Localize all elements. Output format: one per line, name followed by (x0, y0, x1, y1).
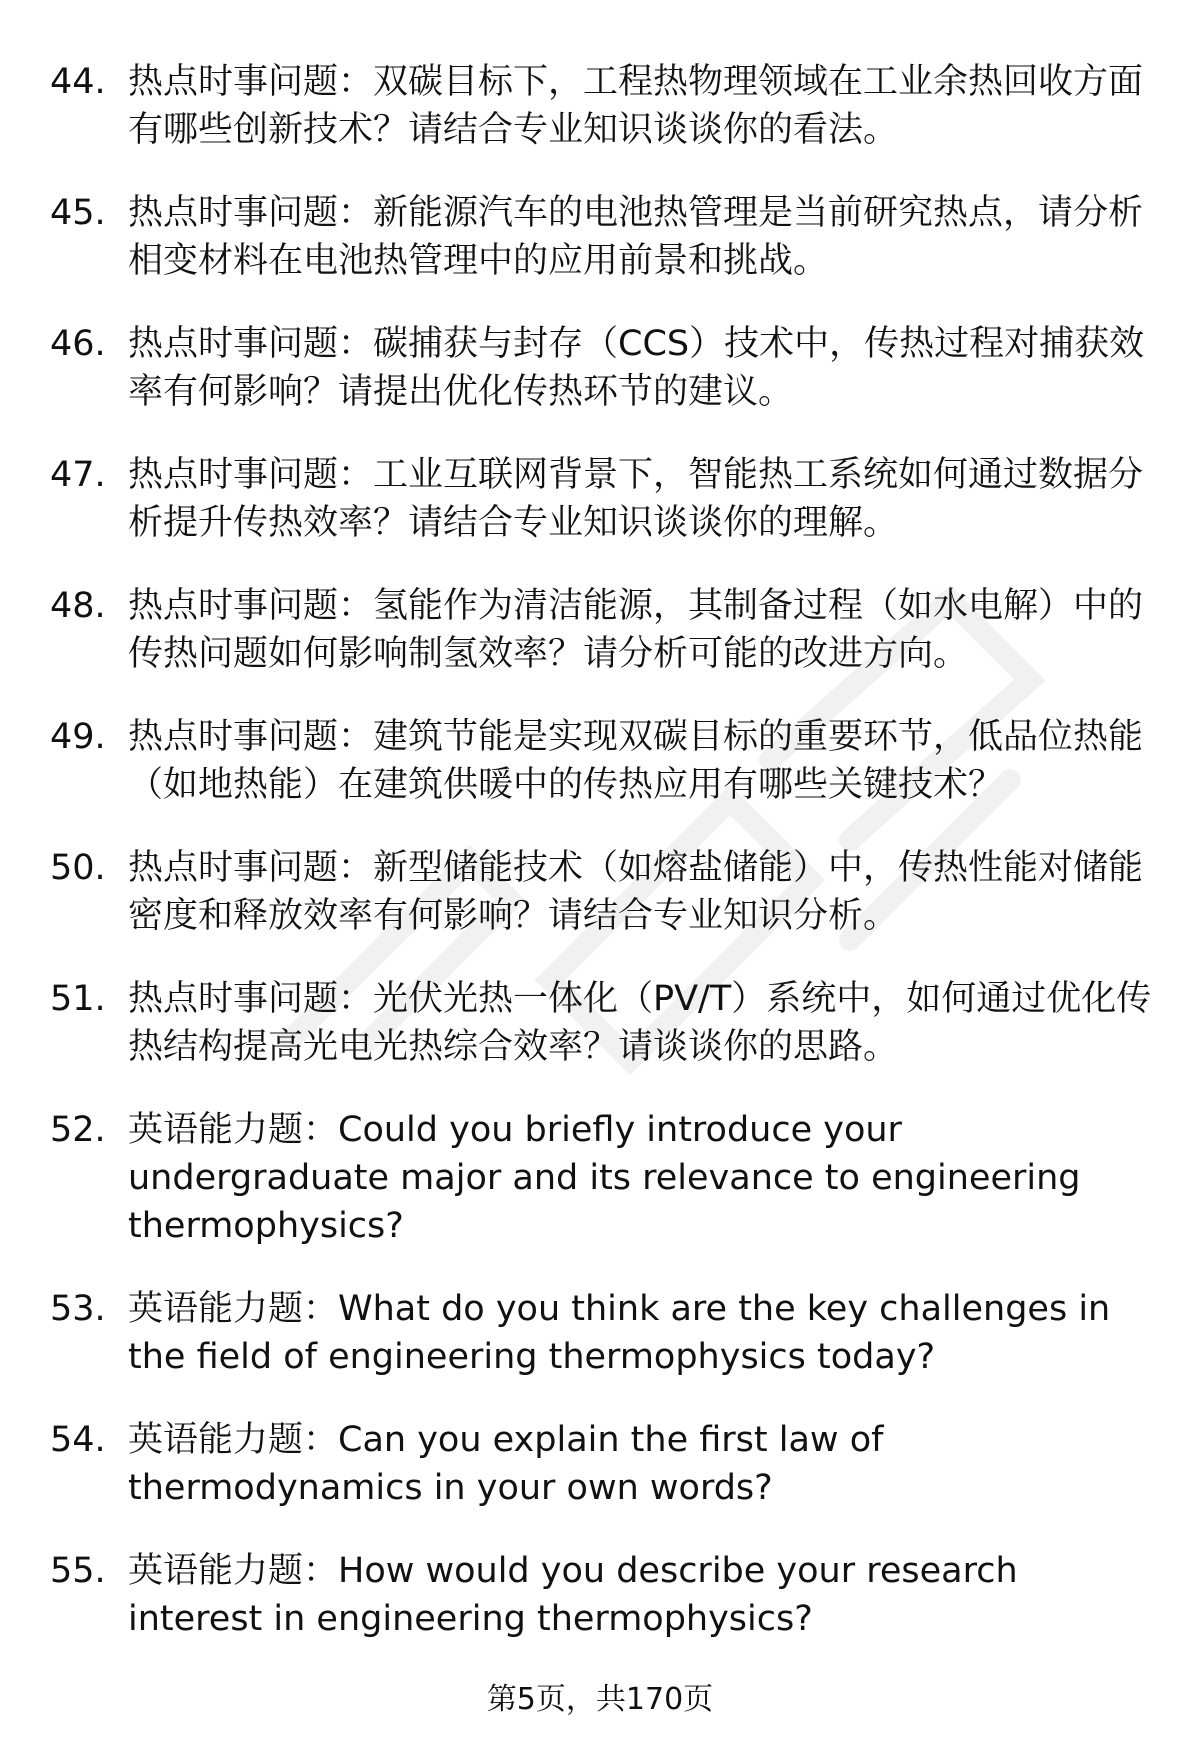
question-item-54 (50, 1416, 1160, 1512)
question-text: 英语能力题：What do you think are the key challenges in the field of engineering thermophysics today? (128, 1289, 1111, 1377)
question-text: 英语能力题：Could you briefly introduce your undergraduate major and its relevance to engineering thermophysics? (128, 1110, 1081, 1246)
question-item-47 (50, 451, 1160, 547)
question-item-50 (50, 844, 1160, 940)
question-text: 英语能力题：How would you describe your research interest in engineering thermophysics? (128, 1551, 1018, 1639)
question-text: 热点时事问题：新型储能技术（如熔盐储能）中，传热性能对储能密度和释放效率有何影响？请结合专业知识分析。 (128, 848, 1144, 936)
question-number: 50. (50, 848, 106, 888)
question-number: 51. (50, 979, 106, 1019)
question-text: 热点时事问题：双碳目标下，工程热物理领域在工业余热回收方面有哪些创新技术？请结合专业知识谈谈你的看法。 (128, 62, 1144, 150)
question-item-49 (50, 713, 1160, 809)
question-item-44 (50, 58, 1160, 154)
question-text: 英语能力题：Can you explain the first law of thermodynamics in your own words? (128, 1420, 884, 1508)
question-number: 45. (50, 193, 106, 233)
question-item-46 (50, 320, 1160, 416)
question-item-55 (50, 1547, 1160, 1643)
question-number: 48. (50, 586, 106, 626)
question-number: 44. (50, 62, 106, 102)
question-number: 52. (50, 1110, 106, 1150)
page-indicator: 第5页，共170页 (486, 1682, 714, 1717)
question-text: 热点时事问题：光伏光热一体化（PV/T）系统中，如何通过优化传热结构提高光电光热综合效率？请谈谈你的思路。 (128, 979, 1152, 1067)
question-item-45 (50, 189, 1160, 285)
question-number: 55. (50, 1551, 106, 1591)
question-text: 热点时事问题：氢能作为清洁能源，其制备过程（如水电解）中的传热问题如何影响制氢效率？请分析可能的改进方向。 (128, 586, 1144, 674)
question-number: 46. (50, 324, 106, 364)
question-item-51 (50, 975, 1160, 1071)
question-text: 热点时事问题：碳捕获与封存（CCS）技术中，传热过程对捕获效率有何影响？请提出优化传热环节的建议。 (128, 324, 1145, 412)
question-number: 47. (50, 455, 106, 495)
question-number: 54. (50, 1420, 106, 1460)
question-number: 53. (50, 1289, 106, 1329)
question-text: 热点时事问题：新能源汽车的电池热管理是当前研究热点，请分析相变材料在电池热管理中的应用前景和挑战。 (128, 193, 1144, 281)
question-item-52 (50, 1106, 1160, 1250)
question-text: 热点时事问题：建筑节能是实现双碳目标的重要环节，低品位热能（如地热能）在建筑供暖中的传热应用有哪些关键技术？ (128, 717, 1144, 805)
question-item-53 (50, 1285, 1160, 1381)
question-list (50, 58, 1160, 1678)
question-item-48 (50, 582, 1160, 678)
question-text: 热点时事问题：工业互联网背景下，智能热工系统如何通过数据分析提升传热效率？请结合专业知识谈谈你的理解。 (128, 455, 1144, 543)
question-number: 49. (50, 717, 106, 757)
